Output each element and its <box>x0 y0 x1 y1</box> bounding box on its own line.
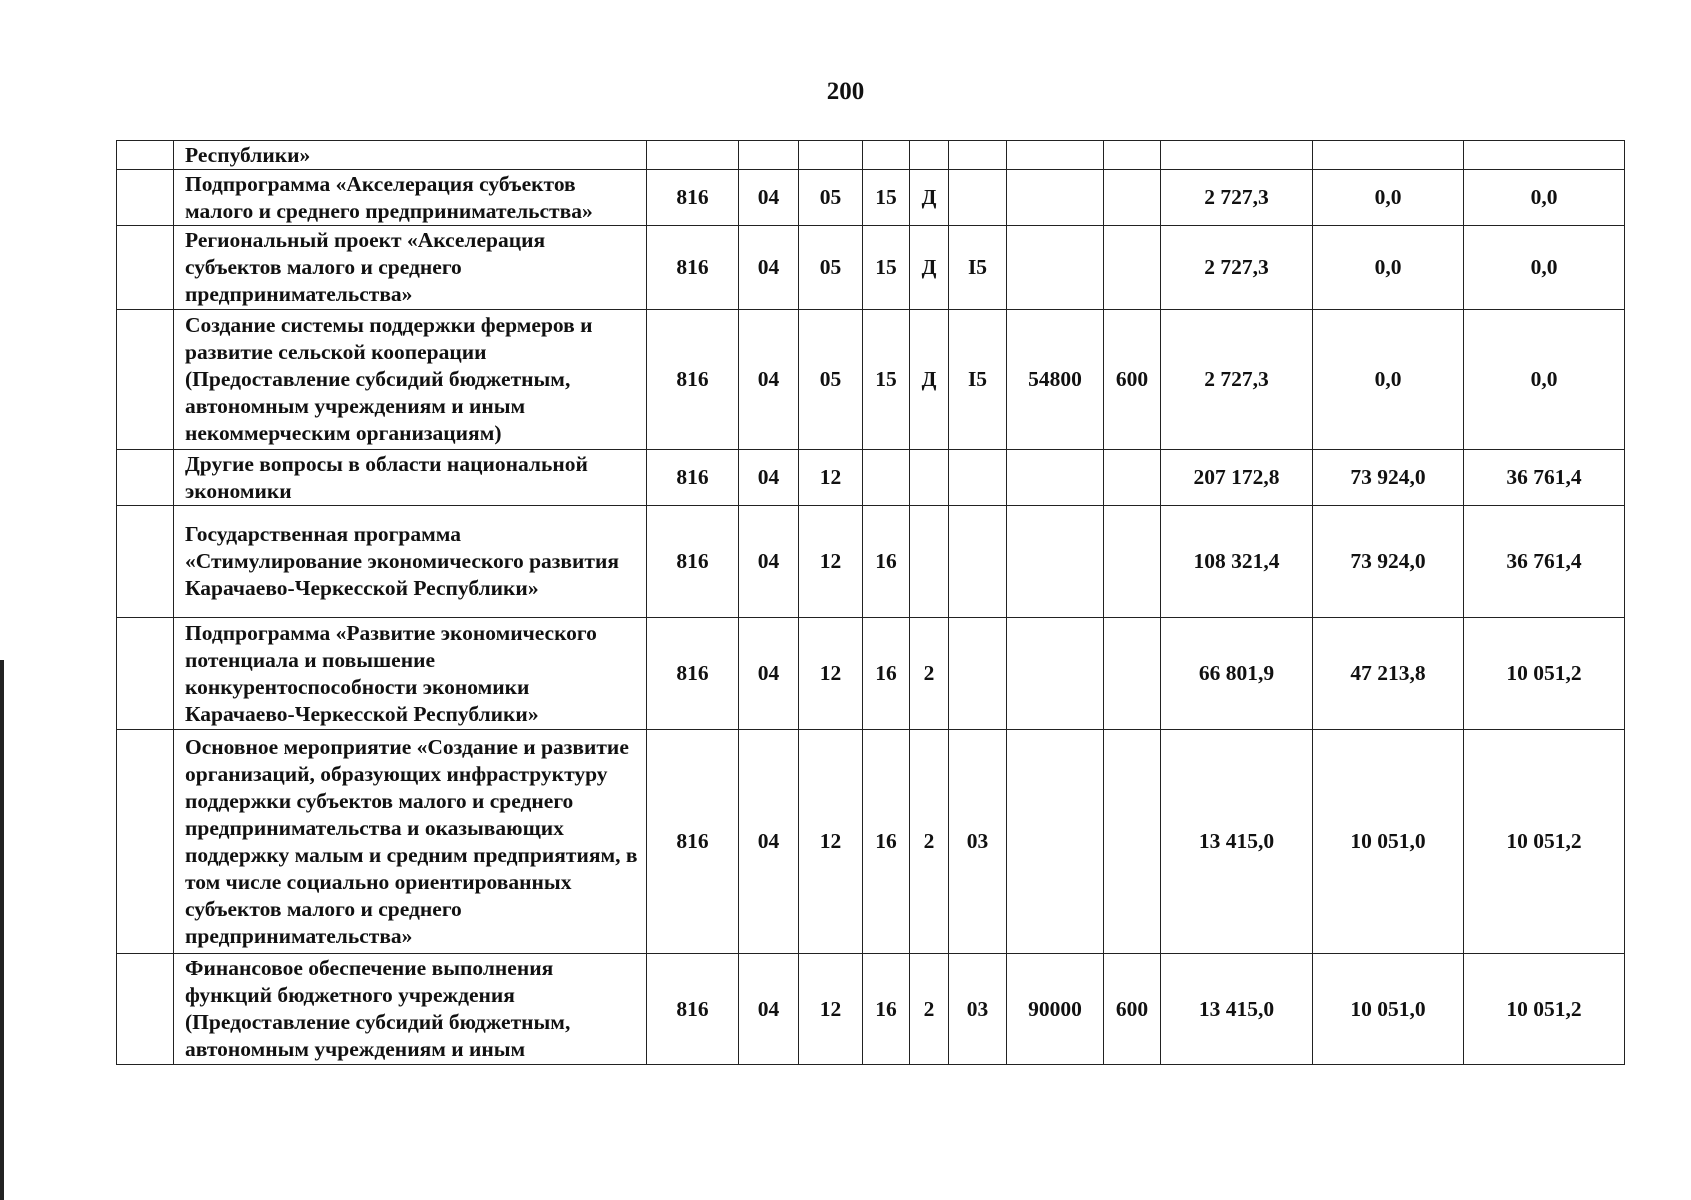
row-number-cell <box>117 310 174 450</box>
name-cell: Подпрограмма «Акселерация субъектов малого и среднего предпринимательства» <box>174 170 647 226</box>
sum-year3-cell: 36 761,4 <box>1464 506 1625 618</box>
sum-year1-cell: 13 415,0 <box>1161 730 1313 954</box>
direction-cell <box>1007 618 1104 730</box>
sum-year2-cell: 0,0 <box>1313 170 1464 226</box>
admin-code-cell: 816 <box>647 954 739 1065</box>
sum-year1-cell: 2 727,3 <box>1161 226 1313 310</box>
table-row <box>117 310 1625 450</box>
expense-type-cell <box>1104 730 1161 954</box>
sum-year3-cell: 10 051,2 <box>1464 730 1625 954</box>
scan-edge-bar <box>0 660 4 1200</box>
subprogram-cell <box>910 450 949 506</box>
name-cell: Финансовое обеспечение выполнения функций бюджетного учреждения (Предоставление субсидий бюджетным, автономным учреждениям и иным <box>174 954 647 1065</box>
direction-cell <box>1007 170 1104 226</box>
name-cell: Основное мероприятие «Создание и развитие организаций, образующих инфраструктуру поддержки субъектов малого и среднего предпринимательства и оказывающих поддержку малым и средним предприятиям, в том числе социально ориентированных субъектов малого и среднего предпринимательства» <box>174 730 647 954</box>
admin-code-cell: 816 <box>647 170 739 226</box>
direction-cell <box>1007 730 1104 954</box>
sum-year3-cell: 10 051,2 <box>1464 954 1625 1065</box>
event-cell: 03 <box>949 954 1007 1065</box>
section-cell: 04 <box>739 310 799 450</box>
subsection-cell: 12 <box>799 730 863 954</box>
subsection-cell: 12 <box>799 450 863 506</box>
admin-code-cell: 816 <box>647 450 739 506</box>
sum-year2-cell: 73 924,0 <box>1313 450 1464 506</box>
event-cell: 03 <box>949 730 1007 954</box>
section-cell: 04 <box>739 506 799 618</box>
direction-cell: 90000 <box>1007 954 1104 1065</box>
row-number-cell <box>117 450 174 506</box>
program-cell: 16 <box>863 954 910 1065</box>
expense-type-cell <box>1104 141 1161 170</box>
program-cell: 15 <box>863 170 910 226</box>
sum-year1-cell: 13 415,0 <box>1161 954 1313 1065</box>
subsection-cell: 12 <box>799 954 863 1065</box>
sum-year2-cell <box>1313 141 1464 170</box>
section-cell: 04 <box>739 170 799 226</box>
direction-cell <box>1007 226 1104 310</box>
row-number-cell <box>117 954 174 1065</box>
expense-type-cell <box>1104 506 1161 618</box>
table-row <box>117 506 1625 618</box>
row-number-cell <box>117 226 174 310</box>
section-cell <box>739 141 799 170</box>
admin-code-cell: 816 <box>647 730 739 954</box>
subsection-cell: 05 <box>799 226 863 310</box>
subprogram-cell: 2 <box>910 954 949 1065</box>
program-cell: 15 <box>863 226 910 310</box>
direction-cell <box>1007 141 1104 170</box>
table-row <box>117 141 1625 170</box>
row-number-cell <box>117 506 174 618</box>
program-cell: 16 <box>863 618 910 730</box>
event-cell: I5 <box>949 226 1007 310</box>
event-cell <box>949 450 1007 506</box>
subprogram-cell: Д <box>910 226 949 310</box>
table-row <box>117 730 1625 954</box>
event-cell <box>949 141 1007 170</box>
sum-year3-cell: 0,0 <box>1464 170 1625 226</box>
row-number-cell <box>117 170 174 226</box>
section-cell: 04 <box>739 954 799 1065</box>
direction-cell <box>1007 450 1104 506</box>
section-cell: 04 <box>739 730 799 954</box>
row-number-cell <box>117 141 174 170</box>
name-cell: Другие вопросы в области национальной экономики <box>174 450 647 506</box>
subsection-cell <box>799 141 863 170</box>
name-cell: Республики» <box>174 141 647 170</box>
section-cell: 04 <box>739 618 799 730</box>
row-number-cell <box>117 618 174 730</box>
sum-year3-cell: 0,0 <box>1464 310 1625 450</box>
section-cell: 04 <box>739 450 799 506</box>
event-cell <box>949 170 1007 226</box>
page-number: 200 <box>826 78 865 105</box>
sum-year1-cell: 207 172,8 <box>1161 450 1313 506</box>
sum-year2-cell: 73 924,0 <box>1313 506 1464 618</box>
subsection-cell: 12 <box>799 618 863 730</box>
sum-year3-cell <box>1464 141 1625 170</box>
direction-cell: 54800 <box>1007 310 1104 450</box>
sum-year1-cell: 2 727,3 <box>1161 170 1313 226</box>
budget-table <box>116 140 1625 1065</box>
expense-type-cell <box>1104 450 1161 506</box>
section-cell: 04 <box>739 226 799 310</box>
subprogram-cell: 2 <box>910 730 949 954</box>
table-row <box>117 226 1625 310</box>
table-row <box>117 450 1625 506</box>
expense-type-cell <box>1104 226 1161 310</box>
subprogram-cell <box>910 506 949 618</box>
expense-type-cell <box>1104 618 1161 730</box>
sum-year3-cell: 0,0 <box>1464 226 1625 310</box>
row-number-cell <box>117 730 174 954</box>
name-cell: Подпрограмма «Развитие экономического потенциала и повышение конкурентоспособности экономики Карачаево-Черкесской Республики» <box>174 618 647 730</box>
expense-type-cell: 600 <box>1104 954 1161 1065</box>
program-cell: 15 <box>863 310 910 450</box>
direction-cell <box>1007 506 1104 618</box>
program-cell: 16 <box>863 506 910 618</box>
sum-year1-cell: 108 321,4 <box>1161 506 1313 618</box>
event-cell: I5 <box>949 310 1007 450</box>
expense-type-cell <box>1104 170 1161 226</box>
event-cell <box>949 618 1007 730</box>
sum-year2-cell: 0,0 <box>1313 226 1464 310</box>
table-row <box>117 170 1625 226</box>
sum-year1-cell: 66 801,9 <box>1161 618 1313 730</box>
name-cell: Региональный проект «Акселерация субъектов малого и среднего предпринимательства» <box>174 226 647 310</box>
subprogram-cell: Д <box>910 310 949 450</box>
admin-code-cell: 816 <box>647 506 739 618</box>
sum-year3-cell: 36 761,4 <box>1464 450 1625 506</box>
expense-type-cell: 600 <box>1104 310 1161 450</box>
program-cell <box>863 450 910 506</box>
sum-year2-cell: 0,0 <box>1313 310 1464 450</box>
subsection-cell: 05 <box>799 310 863 450</box>
name-cell: Создание системы поддержки фермеров и развитие сельской кооперации (Предоставление субсидий бюджетным, автономным учреждениям и иным некоммерческим организациям) <box>174 310 647 450</box>
admin-code-cell: 816 <box>647 618 739 730</box>
sum-year2-cell: 10 051,0 <box>1313 730 1464 954</box>
admin-code-cell <box>647 141 739 170</box>
subsection-cell: 12 <box>799 506 863 618</box>
subprogram-cell <box>910 141 949 170</box>
subprogram-cell: 2 <box>910 618 949 730</box>
subprogram-cell: Д <box>910 170 949 226</box>
event-cell <box>949 506 1007 618</box>
sum-year1-cell <box>1161 141 1313 170</box>
sum-year1-cell: 2 727,3 <box>1161 310 1313 450</box>
program-cell: 16 <box>863 730 910 954</box>
table-row <box>117 618 1625 730</box>
subsection-cell: 05 <box>799 170 863 226</box>
table-row <box>117 954 1625 1065</box>
program-cell <box>863 141 910 170</box>
admin-code-cell: 816 <box>647 310 739 450</box>
admin-code-cell: 816 <box>647 226 739 310</box>
sum-year3-cell: 10 051,2 <box>1464 618 1625 730</box>
sum-year2-cell: 47 213,8 <box>1313 618 1464 730</box>
name-cell: Государственная программа «Стимулирование экономического развития Карачаево-Черкесской Республики» <box>174 506 647 618</box>
sum-year2-cell: 10 051,0 <box>1313 954 1464 1065</box>
